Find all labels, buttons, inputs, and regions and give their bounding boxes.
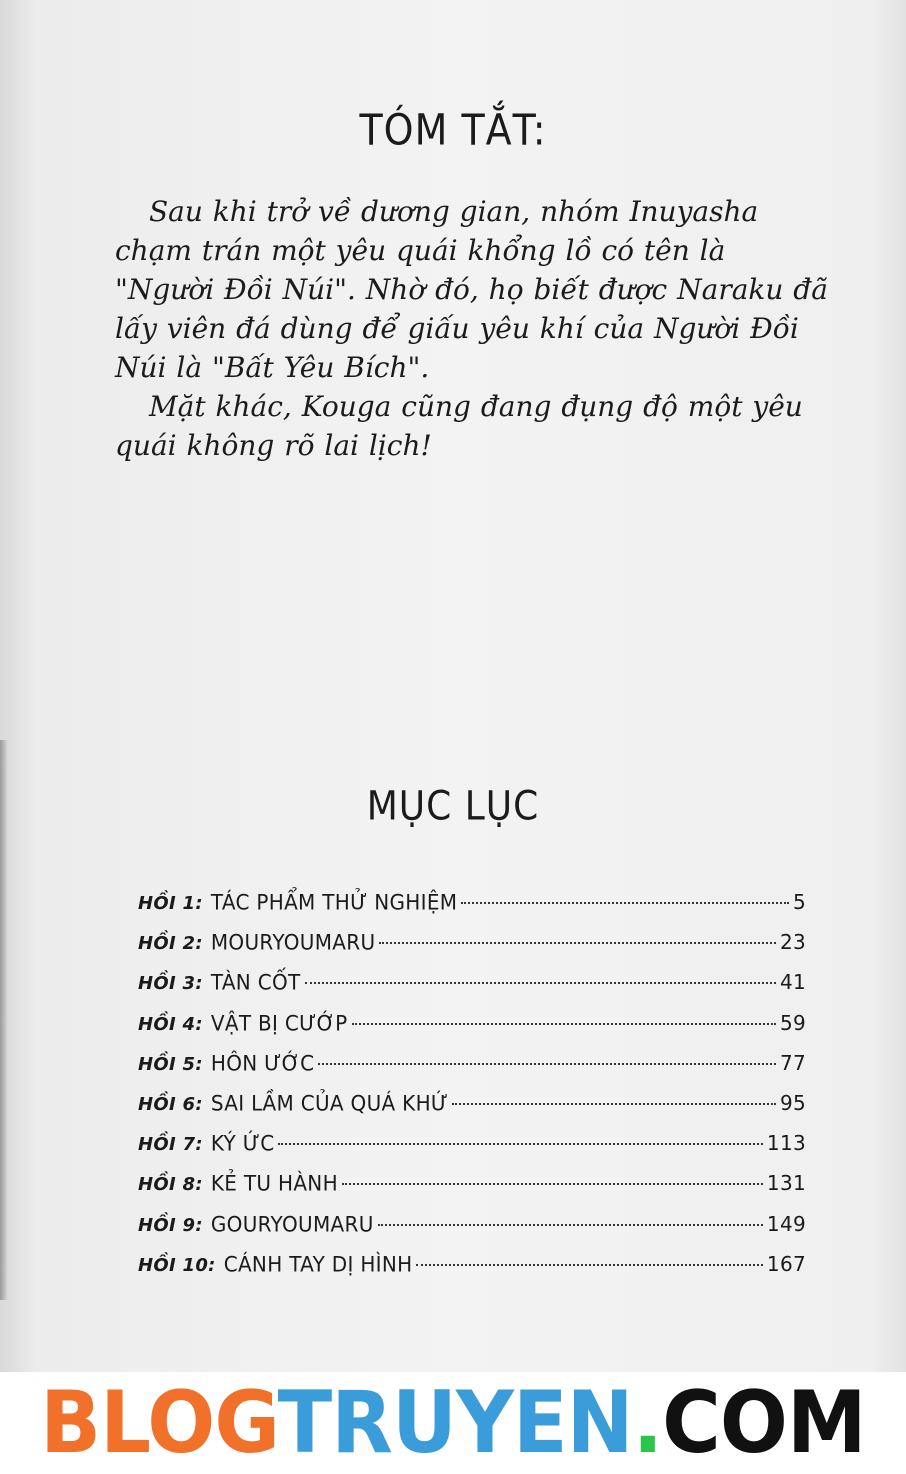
- summary-paragraph: Sau khi trở về dương gian, nhóm Inuyasha chạm trán một yêu quái khổng lồ có tên là "Người Đồi Núi". Nhờ đó, họ biết được Naraku đã lấy viên đá dùng để giấu yêu khí của Người Đồi Núi là "Bất Yêu Bích".: [115, 195, 828, 384]
- toc-entry: [138, 930, 806, 970]
- summary-body: [115, 192, 831, 465]
- dot-leader: [352, 1023, 776, 1025]
- chapter-number: HỒI 5:: [138, 1053, 203, 1075]
- chapter-number: HỒI 6:: [138, 1093, 203, 1115]
- blogtruyen-logo: [40, 1373, 866, 1473]
- toc-entry: [138, 1091, 806, 1131]
- dot-leader: [305, 982, 776, 984]
- toc-entry: [138, 1051, 806, 1091]
- chapter-page: 59: [779, 1010, 806, 1035]
- toc-entry: [138, 1252, 806, 1292]
- logo-part-com: COM: [662, 1373, 866, 1473]
- chapter-number: HỒI 2:: [138, 933, 203, 955]
- summary-paragraph: Mặt khác, Kouga cũng đang đụng độ một yêu quái không rõ lai lịch!: [115, 390, 803, 462]
- chapter-page: 95: [779, 1090, 806, 1115]
- chapter-title: GOURYOUMARU: [210, 1210, 374, 1237]
- toc-entry: [138, 1011, 806, 1051]
- chapter-number: HỒI 4:: [138, 1013, 203, 1035]
- toc-entry: [138, 970, 806, 1010]
- toc-entry: [138, 1131, 806, 1171]
- chapter-number: HỒI 7:: [138, 1134, 203, 1156]
- dot-leader: [378, 1224, 763, 1226]
- dot-leader: [461, 902, 789, 904]
- chapter-title: MOURYOUMARU: [210, 929, 376, 955]
- chapter-page: 131: [766, 1171, 806, 1196]
- logo-part-blog: BLOG: [40, 1373, 278, 1473]
- chapter-title: CÁNH TAY DỊ HÌNH: [223, 1251, 413, 1277]
- dot-leader: [342, 1183, 763, 1185]
- chapter-page: 5: [792, 890, 806, 914]
- chapter-number: HỒI 10:: [138, 1254, 216, 1276]
- chapter-page: 77: [779, 1050, 806, 1075]
- chapter-title: KẺ TU HÀNH: [210, 1170, 338, 1196]
- chapter-title: SAI LẦM CỦA QUÁ KHỨ: [210, 1090, 449, 1116]
- dot-leader: [278, 1143, 762, 1145]
- chapter-page: 149: [766, 1211, 806, 1236]
- chapter-title: VẬT BỊ CƯỚP: [210, 1009, 348, 1036]
- dot-leader: [379, 942, 776, 944]
- logo-part-dot: .: [632, 1373, 663, 1473]
- chapter-page: 113: [766, 1131, 806, 1156]
- chapter-number: HỒI 1:: [138, 893, 203, 914]
- summary-title: TÓM TẮT:: [359, 105, 547, 155]
- chapter-title: HÔN ƯỚC: [210, 1050, 315, 1076]
- toc-entry: [138, 890, 806, 930]
- chapter-page: 23: [779, 930, 806, 955]
- chapter-number: HỒI 9:: [138, 1214, 203, 1236]
- dot-leader: [318, 1063, 775, 1065]
- dot-leader: [452, 1103, 776, 1105]
- table-of-contents: [138, 890, 806, 1292]
- chapter-page: 41: [779, 970, 806, 995]
- toc-title: MỤC LỤC: [366, 783, 540, 830]
- chapter-title: KÝ ỨC: [210, 1130, 275, 1156]
- chapter-title: TÀN CỐT: [210, 969, 301, 995]
- toc-entry: [138, 1212, 806, 1252]
- chapter-title: TÁC PHẨM THỬ NGHIỆM: [210, 889, 458, 915]
- toc-entry: [138, 1171, 806, 1211]
- dot-leader: [416, 1264, 762, 1266]
- site-watermark-banner: [0, 1372, 906, 1474]
- chapter-page: 167: [766, 1251, 806, 1276]
- logo-part-truyen: TRUYEN: [277, 1373, 633, 1473]
- chapter-number: HỒI 3:: [138, 973, 203, 995]
- chapter-number: HỒI 8:: [138, 1174, 203, 1196]
